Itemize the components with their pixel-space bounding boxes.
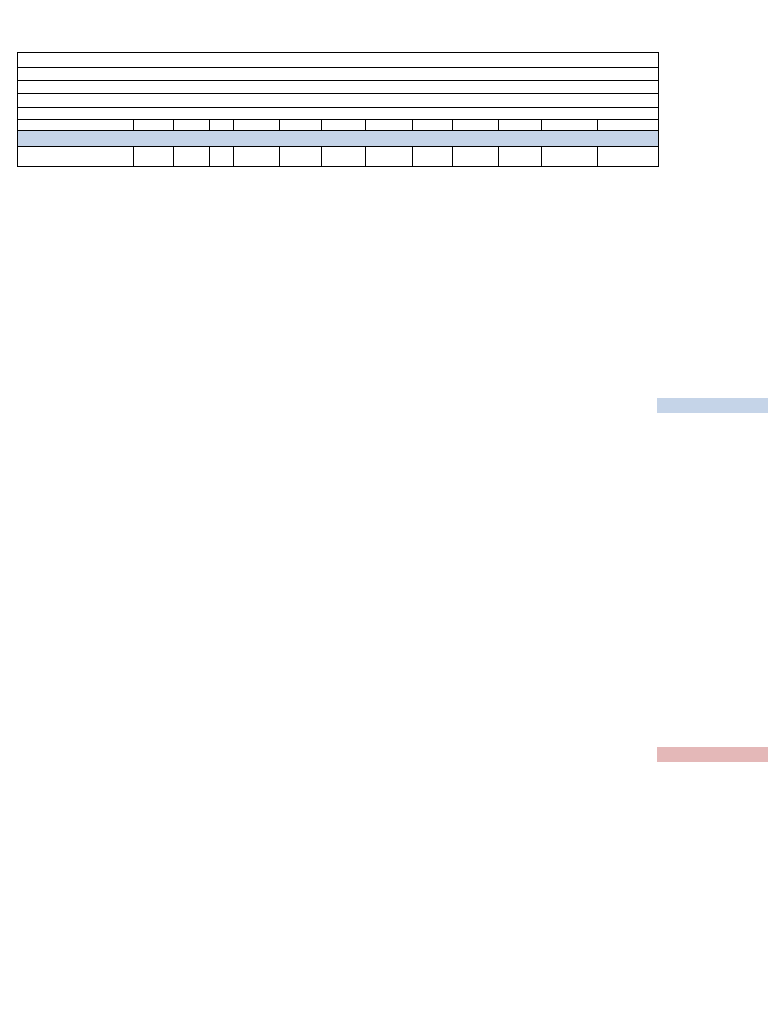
col-room (453, 147, 499, 167)
column-header-row (18, 147, 659, 167)
university-name (18, 53, 659, 68)
section-band-extension (657, 747, 768, 762)
col-room (322, 147, 366, 167)
timetable-top (17, 52, 659, 167)
updated-label (542, 120, 598, 131)
updated-date (598, 120, 659, 131)
col-sem (18, 147, 134, 167)
programme-name (18, 81, 659, 94)
col-total (210, 147, 234, 167)
col-time (366, 147, 413, 167)
col-room (598, 147, 659, 167)
department-name (18, 68, 659, 81)
col-code (542, 147, 598, 167)
col-group (134, 147, 174, 167)
col-time (499, 147, 542, 167)
col-batch (174, 147, 210, 167)
timetable-title (18, 108, 659, 120)
section-saturday-morning (18, 131, 659, 147)
col-time (234, 147, 280, 167)
col-code (413, 147, 453, 167)
session-title (18, 94, 659, 108)
page-break-gap (0, 522, 768, 642)
effective-date (18, 120, 134, 131)
section-band-extension (657, 398, 768, 413)
col-code (280, 147, 322, 167)
